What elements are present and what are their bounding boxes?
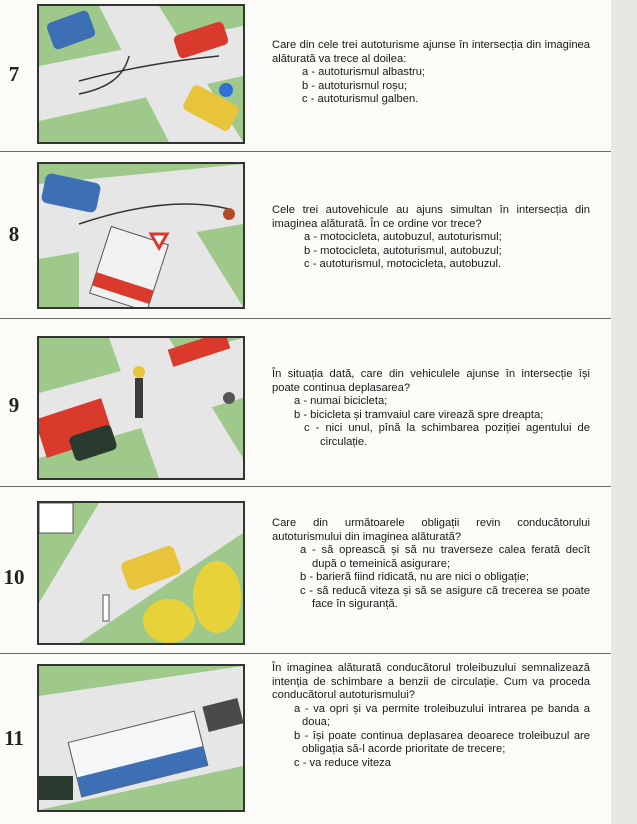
intersection-scene-8 [39, 164, 243, 307]
question-text: Care din următoarele obligații revin conducătorului autoturismului din imaginea alăturată? [272, 517, 590, 543]
option-a: a - autoturismul albastru; [302, 66, 426, 78]
question-block-9 [272, 368, 590, 449]
question-block-8 [272, 204, 590, 272]
question-row-7 [0, 0, 611, 152]
question-text: Cele trei autovehicule au ajuns simultan în intersecția din imaginea alăturată. În ce ordine vor trece? [272, 204, 590, 230]
trolleybus-scene-11 [39, 666, 243, 810]
question-10-illustration [37, 501, 245, 645]
question-text: În imaginea alăturată conducătorul troleibuzului semnalizează intenția de schimbare a benzii de circulație. Cum va proceda conducătorul autoturismului? [272, 662, 590, 701]
question-number: 11 [4, 726, 24, 750]
question-text: În situația dată, care din vehiculele ajunse în intersecție își poate continua deplasarea? [272, 368, 590, 394]
question-number: 10 [3, 565, 25, 589]
option-c: c - autoturismul galben. [302, 93, 419, 105]
intersection-scene-7 [39, 6, 243, 142]
option-b: b - își poate continua deplasarea deoarece troleibuzul are obligația să-l acorde prioritate de trecere; [294, 729, 590, 755]
question-row-10 [0, 487, 611, 654]
question-9-illustration [37, 336, 245, 480]
question-7-illustration [37, 4, 245, 144]
question-row-8 [0, 152, 611, 319]
option-b: b - barieră fiind ridicată, nu are nici o obligație; [300, 571, 529, 583]
option-b: b - autoturismul roșu; [302, 79, 408, 92]
intersection-scene-9 [39, 338, 243, 478]
question-number: 7 [8, 62, 20, 86]
question-number: 9 [8, 393, 20, 417]
question-block-10 [272, 517, 590, 612]
question-block-11 [272, 662, 590, 770]
option-c: c - să reducă viteza și să se asigure că trecerea se poate face în siguranță. [300, 584, 590, 610]
option-a: a - va opri și va permite troleibuzului intrarea pe banda a doua; [294, 702, 590, 728]
question-block-7 [272, 39, 590, 107]
option-b: b - bicicleta și tramvaiul care virează spre dreapta; [294, 408, 544, 421]
question-row-9 [0, 319, 611, 487]
option-b: b - motocicleta, autoturismul, autobuzul; [304, 244, 502, 257]
option-a: a - motocicleta, autobuzul, autoturismul; [304, 231, 502, 243]
option-c: c - nici unul, pînă la schimbarea poziției agentului de circulație. [304, 422, 590, 448]
question-8-illustration [37, 162, 245, 309]
question-number: 8 [8, 222, 20, 246]
question-row-11 [0, 654, 611, 823]
option-c: c - autoturismul, motocicleta, autobuzul. [304, 258, 502, 270]
option-c: c - va reduce viteza [294, 756, 392, 769]
question-11-illustration [37, 664, 245, 812]
option-a: a - să oprească și să nu traverseze calea ferată decît după o temeinică asigurare; [300, 544, 590, 570]
railway-crossing-scene-10 [39, 503, 243, 643]
question-text: Care din cele trei autoturisme ajunse în intersecția din imaginea alăturată va trece al doilea: [272, 39, 590, 65]
option-a: a - numai bicicleta; [294, 395, 388, 407]
page-edge [611, 0, 637, 824]
